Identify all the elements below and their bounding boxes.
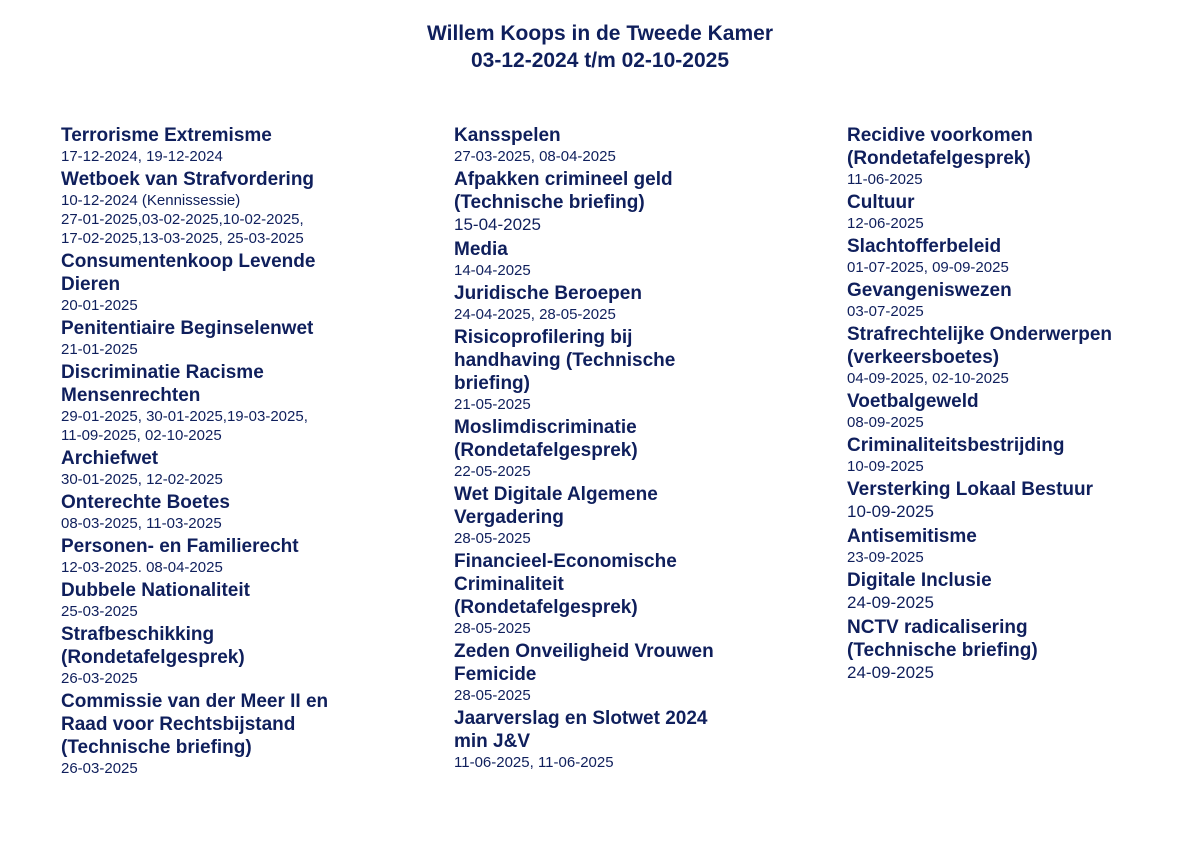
entry-topic: Antisemitisme (847, 526, 977, 547)
entry-topic: NCTV radicalisering (Technische briefing) (847, 617, 1038, 661)
entry-topic: Digitale Inclusie (847, 570, 992, 591)
entry-dates: 10-09-2025 (847, 458, 924, 475)
column-middle (454, 124, 784, 774)
entry-dates: 20-01-2025 (61, 297, 138, 314)
entry-topic: Wet Digitale Algemene Vergadering (454, 484, 658, 528)
entry-dates: 23-09-2025 (847, 549, 924, 566)
entry-topic: Wetboek van Strafvordering (61, 169, 315, 190)
agenda-entry (454, 124, 784, 166)
column-left (61, 124, 391, 780)
agenda-entry (847, 390, 1177, 432)
agenda-entry (847, 235, 1177, 277)
agenda-entry (847, 434, 1177, 476)
entry-dates: 24-09-2025 (847, 663, 934, 682)
agenda-entry (61, 623, 391, 688)
entry-dates: 28-05-2025 (454, 620, 531, 637)
entry-dates: 27-03-2025, 08-04-2025 (454, 148, 616, 165)
entry-dates: 12-06-2025 (847, 215, 924, 232)
entry-dates: 24-04-2025, 28-05-2025 (454, 306, 616, 323)
entry-topic: Zeden Onveiligheid Vrouwen Femicide (454, 641, 714, 685)
agenda-entry (61, 124, 391, 166)
agenda-entry (847, 279, 1177, 321)
column-right (847, 124, 1177, 686)
entry-topic: Commissie van der Meer II en Raad voor Rechtsbijstand (Technische briefing) (61, 691, 329, 758)
entry-topic: Strafbeschikking (Rondetafelgesprek) (61, 624, 245, 668)
entry-dates: 08-03-2025, 11-03-2025 (61, 515, 222, 532)
agenda-entry (847, 569, 1177, 614)
entry-dates: 22-05-2025 (454, 463, 531, 480)
entry-topic: Penitentiaire Beginselenwet (61, 318, 314, 339)
entry-topic: Terrorisme Extremisme (61, 125, 272, 146)
agenda-entry (847, 323, 1177, 388)
entry-dates: 11-06-2025, 11-06-2025 (454, 754, 614, 771)
entry-dates: 29-01-2025, 30-01-2025,19-03-2025, 11-09-2025, 02-10-2025 (61, 408, 308, 444)
agenda-entry (454, 416, 784, 481)
agenda-entry (61, 491, 391, 533)
entry-topic: Strafrechtelijke Onderwerpen (verkeersboetes) (847, 324, 1113, 368)
entry-topic: Juridische Beroepen (454, 283, 642, 304)
agenda-entry (454, 550, 784, 638)
entry-topic: Versterking Lokaal Bestuur (847, 479, 1094, 500)
agenda-entry (61, 361, 391, 445)
entry-dates: 10-12-2024 (Kennissessie) 27-01-2025,03-02-2025,10-02-2025, 17-02-2025,13-03-2025, 25-03-2025 (61, 192, 304, 247)
entry-topic: Gevangeniswezen (847, 280, 1012, 301)
agenda-entry (454, 168, 784, 236)
entry-dates: 04-09-2025, 02-10-2025 (847, 370, 1009, 387)
agenda-entry (454, 282, 784, 324)
entry-dates: 26-03-2025 (61, 760, 138, 777)
entry-dates: 30-01-2025, 12-02-2025 (61, 471, 223, 488)
entry-dates: 24-09-2025 (847, 593, 934, 612)
agenda-entry (454, 326, 784, 414)
entry-topic: Cultuur (847, 192, 915, 213)
page-period: 03-12-2024 t/m 02-10-2025 (470, 49, 729, 72)
entry-dates: 14-04-2025 (454, 262, 531, 279)
entry-dates: 12-03-2025. 08-04-2025 (61, 559, 223, 576)
entry-dates: 11-06-2025 (847, 171, 923, 188)
entry-dates: 25-03-2025 (61, 603, 138, 620)
entry-topic: Kansspelen (454, 125, 561, 146)
entry-topic: Criminaliteitsbestrijding (847, 435, 1065, 456)
agenda-entry (454, 483, 784, 548)
entry-topic: Moslimdiscriminatie (Rondetafelgesprek) (454, 417, 638, 461)
agenda-entry (61, 690, 391, 778)
entry-topic: Voetbalgeweld (847, 391, 979, 412)
entry-dates: 28-05-2025 (454, 530, 531, 547)
entry-topic: Jaarverslag en Slotwet 2024 min J&V (454, 708, 708, 752)
entry-topic: Dubbele Nationaliteit (61, 580, 250, 601)
entry-dates: 26-03-2025 (61, 670, 138, 687)
agenda-entry (61, 168, 391, 248)
entry-dates: 15-04-2025 (454, 215, 541, 234)
entry-dates: 10-09-2025 (847, 502, 934, 521)
entry-topic: Discriminatie Racisme Mensenrechten (61, 362, 264, 406)
agenda-entry (847, 478, 1177, 523)
agenda-entry (454, 640, 784, 705)
entry-topic: Risicoprofilering bij handhaving (Technische briefing) (454, 327, 676, 394)
agenda-entry (61, 447, 391, 489)
agenda-entry (847, 525, 1177, 567)
agenda-entry (61, 317, 391, 359)
agenda-entry (61, 579, 391, 621)
agenda-entry (61, 250, 391, 315)
entry-topic: Afpakken crimineel geld (Technische briefing) (454, 169, 673, 213)
entry-topic: Consumentenkoop Levende Dieren (61, 251, 316, 295)
agenda-entry (847, 191, 1177, 233)
entry-dates: 01-07-2025, 09-09-2025 (847, 259, 1009, 276)
entry-topic: Onterechte Boetes (61, 492, 230, 513)
agenda-entry (454, 238, 784, 280)
entry-dates: 21-01-2025 (61, 341, 138, 358)
entry-topic: Slachtofferbeleid (847, 236, 1002, 257)
page-header (0, 20, 1200, 74)
agenda-entry (454, 707, 784, 772)
entry-topic: Personen- en Familierecht (61, 536, 299, 557)
agenda-entry (847, 124, 1177, 189)
page-title: Willem Koops in de Tweede Kamer (427, 22, 773, 45)
agenda-entry (847, 616, 1177, 684)
entry-topic: Media (454, 239, 508, 260)
entry-dates: 08-09-2025 (847, 414, 924, 431)
agenda-entry (61, 535, 391, 577)
entry-dates: 17-12-2024, 19-12-2024 (61, 148, 223, 165)
entry-topic: Archiefwet (61, 448, 159, 469)
entry-dates: 28-05-2025 (454, 687, 531, 704)
entry-topic: Financieel-Economische Criminaliteit (Rondetafelgesprek) (454, 551, 677, 618)
entry-dates: 21-05-2025 (454, 396, 531, 413)
entry-topic: Recidive voorkomen (Rondetafelgesprek) (847, 125, 1033, 169)
entry-dates: 03-07-2025 (847, 303, 924, 320)
